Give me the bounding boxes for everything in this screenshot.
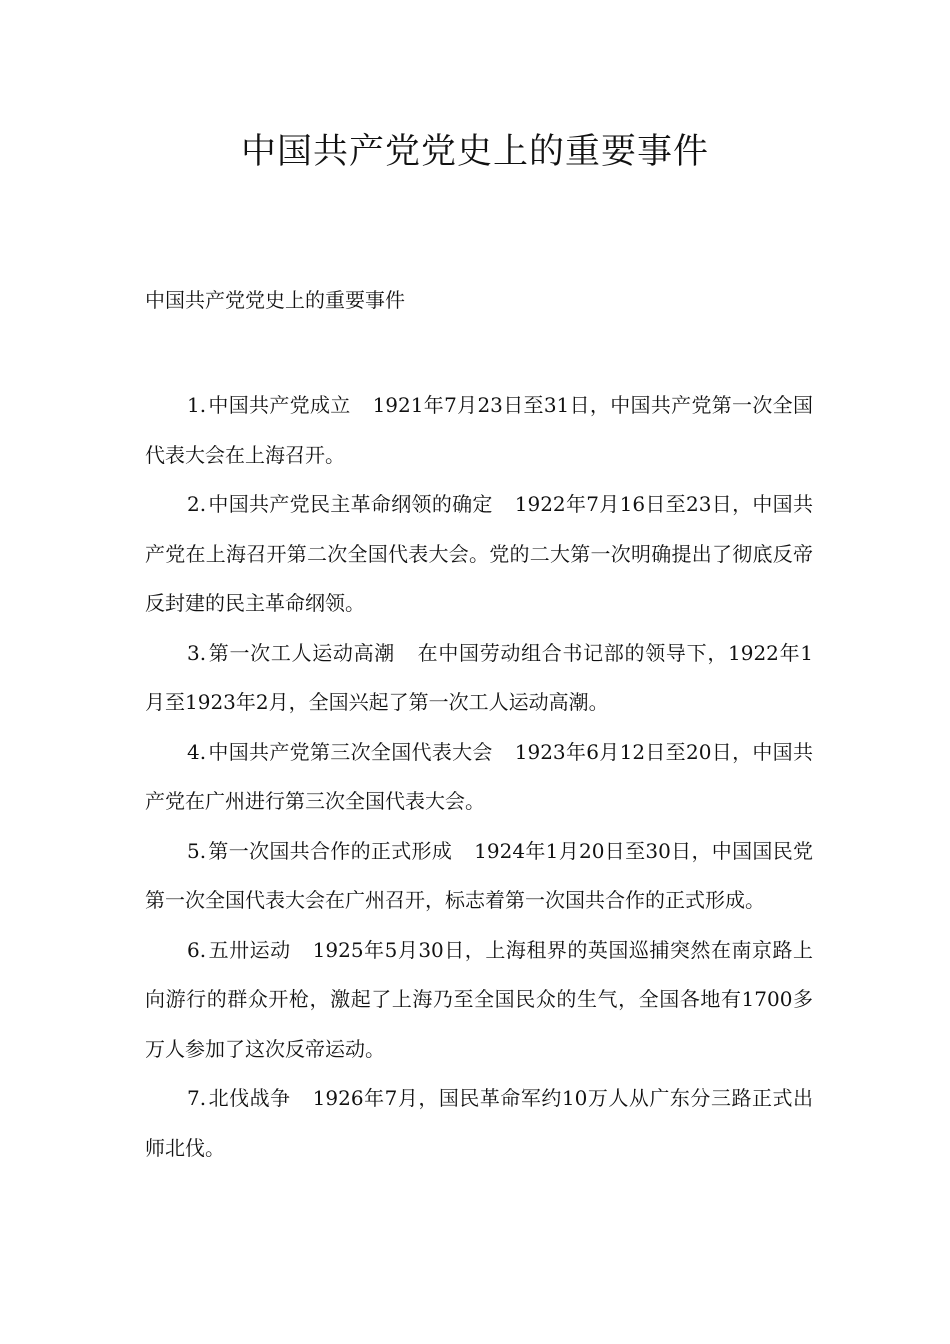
event-heading: 北伐战争 (208, 1086, 291, 1110)
event-text: 1921年7月23日至31日，中国共产党第一次全国代表大会在上海召开。 (145, 393, 813, 467)
event-item (145, 926, 813, 1075)
event-number: 7. (187, 1086, 207, 1110)
event-item (145, 827, 813, 926)
event-item (145, 1074, 813, 1173)
event-item (145, 381, 813, 480)
event-heading: 第一次国共合作的正式形成 (208, 838, 453, 863)
document-subtitle: 中国共产党党史上的重要事件 (145, 288, 405, 312)
event-item (145, 629, 813, 728)
event-heading: 第一次工人运动高潮 (208, 640, 395, 665)
event-list (145, 381, 813, 1173)
event-heading: 中国共产党第三次全国代表大会 (208, 739, 493, 764)
event-text: 在中国劳动组合书记部的领导下，1922年1月至1923年2月，全国兴起了第一次工人运动高潮。 (145, 640, 814, 714)
event-heading: 五卅运动 (208, 937, 291, 962)
event-text: 1923年6月12日至20日，中国共产党在广州进行第三次全国代表大会。 (145, 739, 813, 813)
event-text: 1922年7月16日至23日，中国共产党在上海召开第二次全国代表大会。党的二大第一次明确提出了彻底反帝反封建的民主革命纲领。 (145, 492, 813, 615)
event-text: 1926年7月，国民革命军约10万人从广东分三路正式出师北伐。 (145, 1086, 813, 1160)
event-number: 2. (187, 492, 207, 516)
document-title: 中国共产党党史上的重要事件 (240, 132, 709, 172)
event-item (145, 480, 813, 629)
event-number: 3. (187, 640, 207, 665)
event-number: 1. (187, 393, 207, 417)
event-text: 1924年1月20日至30日，中国国民党第一次全国代表大会在广州召开，标志着第一次国共合作的正式形成。 (145, 838, 814, 912)
event-item (145, 728, 813, 827)
event-number: 4. (187, 739, 207, 764)
event-heading: 中国共产党成立 (208, 393, 351, 417)
event-text: 1925年5月30日，上海租界的英国巡捕突然在南京路上向游行的群众开枪，激起了上海乃至全国民众的生气，全国各地有1700多万人参加了这次反帝运动。 (145, 937, 813, 1061)
event-heading: 中国共产党民主革命纲领的确定 (208, 492, 493, 516)
event-number: 6. (187, 937, 207, 962)
event-number: 5. (187, 838, 207, 863)
